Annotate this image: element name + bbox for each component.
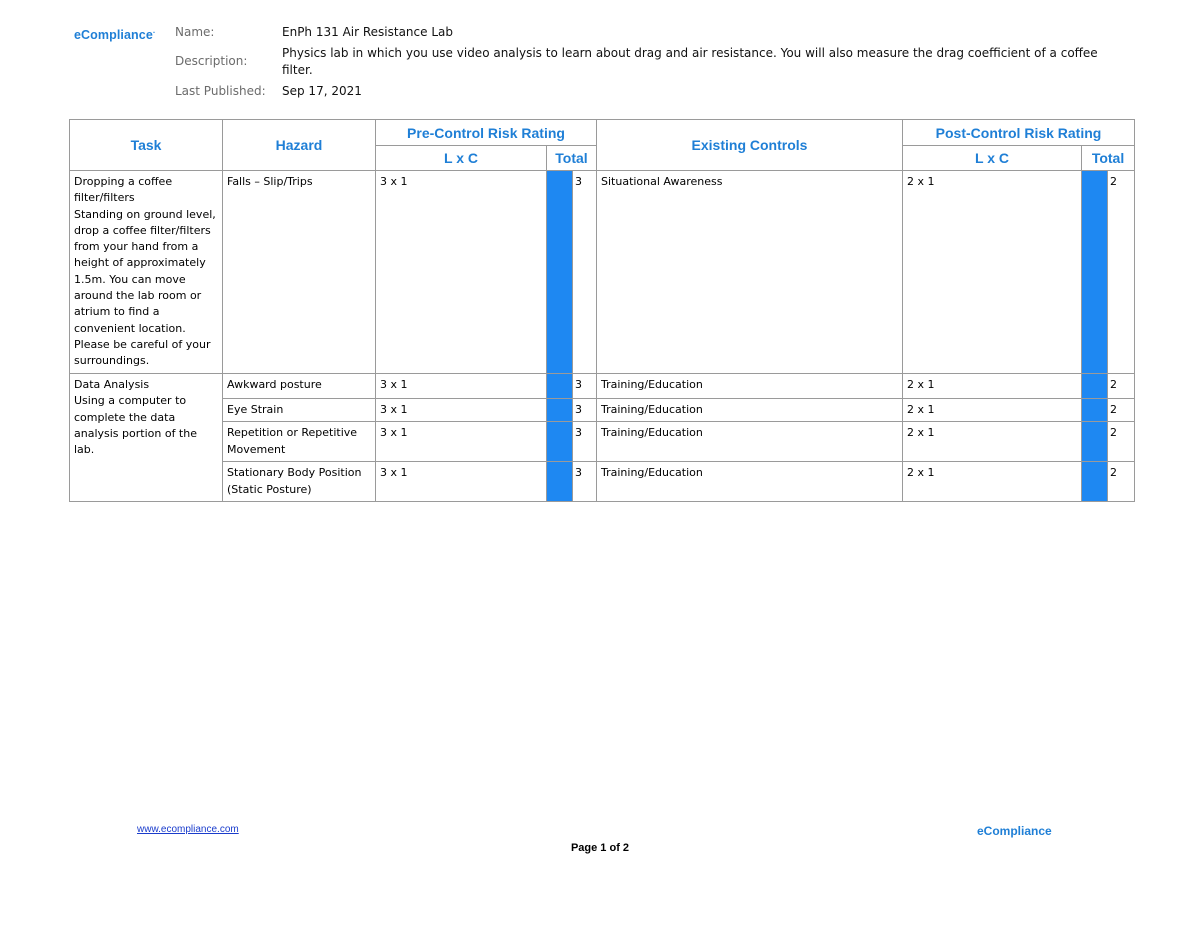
post-total-cell-text: 2 xyxy=(1110,466,1117,480)
post-lxc-cell xyxy=(903,171,1082,374)
pre-lxc-cell xyxy=(376,171,547,374)
pre-total-cell-text: 3 xyxy=(575,175,582,188)
post-lxc-cell xyxy=(903,422,1082,462)
post-total-cell xyxy=(1108,462,1135,502)
name-value: EnPh 131 Air Resistance Lab xyxy=(282,25,453,39)
ecompliance-website-link[interactable]: www.ecompliance.com xyxy=(137,824,239,835)
post-rating-bar xyxy=(1082,422,1108,462)
task-description: Standing on ground level, drop a coffee filter/filters from your hand from a height of approximately 1.5m. You can move around the lab room or atrium to find a convenient location. Please be careful of your surroundings. xyxy=(74,207,216,368)
pre-total-cell-text: 3 xyxy=(575,466,582,480)
hazard-cell xyxy=(223,422,376,462)
hazard-cell-text: Eye Strain xyxy=(227,403,284,416)
task-title: Dropping a coffee filter/filters xyxy=(74,175,173,205)
pre-lxc-cell-text: 3 x 1 xyxy=(380,426,408,440)
existing-control-cell xyxy=(597,374,903,399)
task-cell xyxy=(70,374,223,502)
post-rating-bar xyxy=(1082,399,1108,422)
header-pre-total: Total xyxy=(547,146,597,171)
hazard-cell-text: Falls – Slip/Trips xyxy=(227,175,313,188)
pre-rating-bar xyxy=(547,171,573,374)
header-hazard: Hazard xyxy=(223,120,376,171)
risk-row xyxy=(70,171,1135,374)
task-description: Using a computer to complete the data analysis portion of the lab. xyxy=(74,394,197,457)
pre-total-cell xyxy=(573,462,597,502)
existing-control-cell-text: Training/Education xyxy=(601,403,703,416)
footer-brand: eCompliance xyxy=(977,824,1052,838)
pre-total-cell-text: 3 xyxy=(575,378,582,391)
header-post-lxc: L x C xyxy=(903,146,1082,171)
pre-total-cell xyxy=(573,422,597,462)
post-rating-bar xyxy=(1082,374,1108,399)
post-rating-bar xyxy=(1082,171,1108,374)
risk-assessment-table xyxy=(69,119,1135,502)
hazard-cell xyxy=(223,171,376,374)
header-post-control: Post-Control Risk Rating xyxy=(903,120,1135,146)
pre-lxc-cell xyxy=(376,462,547,502)
existing-control-cell-text: Training/Education xyxy=(601,466,703,480)
pre-rating-bar xyxy=(547,374,573,399)
existing-control-cell-text: Training/Education xyxy=(601,378,703,391)
pre-lxc-cell xyxy=(376,422,547,462)
post-rating-bar xyxy=(1082,462,1108,502)
risk-row xyxy=(70,462,1135,502)
existing-control-cell-text: Training/Education xyxy=(601,426,703,440)
post-lxc-cell-text: 2 x 1 xyxy=(907,378,935,391)
pre-lxc-cell-text: 3 x 1 xyxy=(380,403,408,416)
task-title: Data Analysis xyxy=(74,378,150,391)
post-total-cell-text: 2 xyxy=(1110,378,1117,391)
risk-row xyxy=(70,422,1135,462)
post-total-cell xyxy=(1108,422,1135,462)
post-total-cell xyxy=(1108,399,1135,422)
pre-lxc-cell xyxy=(376,374,547,399)
pre-total-cell xyxy=(573,399,597,422)
post-lxc-cell-text: 2 x 1 xyxy=(907,175,935,188)
header-pre-lxc: L x C xyxy=(376,146,547,171)
pre-total-cell xyxy=(573,374,597,399)
existing-control-cell-text: Situational Awareness xyxy=(601,175,723,188)
existing-control-cell xyxy=(597,462,903,502)
pre-lxc-cell xyxy=(376,399,547,422)
name-label: Name: xyxy=(175,25,215,39)
post-lxc-cell xyxy=(903,374,1082,399)
post-lxc-cell xyxy=(903,462,1082,502)
hazard-cell-text: Stationary Body Position (Static Posture) xyxy=(227,466,362,496)
pre-lxc-cell-text: 3 x 1 xyxy=(380,378,408,391)
header-post-total: Total xyxy=(1082,146,1135,171)
task-cell xyxy=(70,171,223,374)
risk-row xyxy=(70,399,1135,422)
risk-table-body xyxy=(70,171,1135,502)
pre-total-cell xyxy=(573,171,597,374)
header-task: Task xyxy=(70,120,223,171)
existing-control-cell xyxy=(597,171,903,374)
hazard-cell xyxy=(223,399,376,422)
existing-control-cell xyxy=(597,422,903,462)
pre-rating-bar xyxy=(547,399,573,422)
header-pre-control: Pre-Control Risk Rating xyxy=(376,120,597,146)
pre-lxc-cell-text: 3 x 1 xyxy=(380,175,408,188)
post-total-cell-text: 2 xyxy=(1110,175,1117,188)
pre-rating-bar xyxy=(547,422,573,462)
ecompliance-logo: eCompliance· xyxy=(74,28,156,42)
hazard-cell-text: Awkward posture xyxy=(227,378,322,391)
description-value: Physics lab in which you use video analysis to learn about drag and air resistance. You will also measure the drag coefficient of a coffee filter. xyxy=(282,46,1098,77)
existing-control-cell xyxy=(597,399,903,422)
published-label: Last Published: xyxy=(175,84,266,98)
post-lxc-cell-text: 2 x 1 xyxy=(907,403,935,416)
post-total-cell-text: 2 xyxy=(1110,403,1117,416)
post-lxc-cell xyxy=(903,399,1082,422)
post-lxc-cell-text: 2 x 1 xyxy=(907,466,935,480)
hazard-cell-text: Repetition or Repetitive Movement xyxy=(227,426,358,456)
pre-lxc-cell-text: 3 x 1 xyxy=(380,466,408,480)
pre-total-cell-text: 3 xyxy=(575,403,582,416)
hazard-cell xyxy=(223,462,376,502)
post-total-cell xyxy=(1108,374,1135,399)
published-value: Sep 17, 2021 xyxy=(282,84,362,98)
pre-rating-bar xyxy=(547,462,573,502)
header-existing-controls: Existing Controls xyxy=(597,120,903,171)
risk-row xyxy=(70,374,1135,399)
post-lxc-cell-text: 2 x 1 xyxy=(907,426,935,440)
page-number: Page 1 of 2 xyxy=(570,842,630,854)
hazard-cell xyxy=(223,374,376,399)
pre-total-cell-text: 3 xyxy=(575,426,582,440)
description-label: Description: xyxy=(175,54,248,68)
post-total-cell-text: 2 xyxy=(1110,426,1117,440)
post-total-cell xyxy=(1108,171,1135,374)
